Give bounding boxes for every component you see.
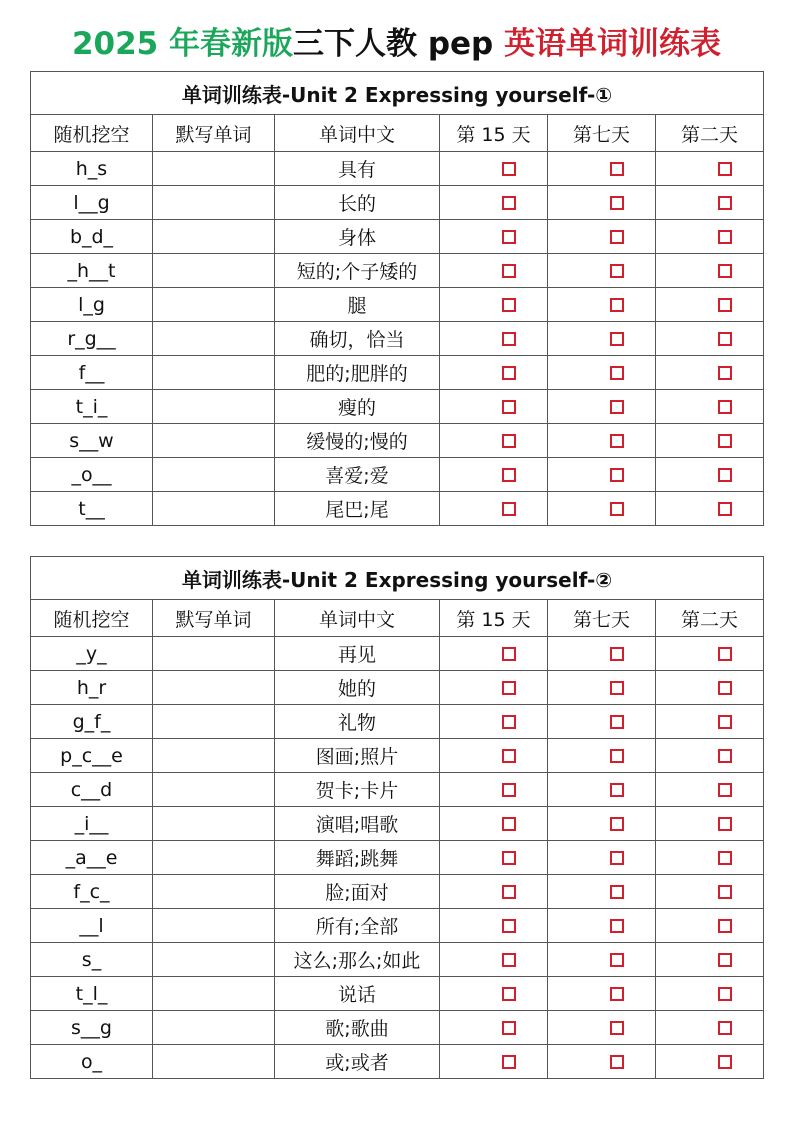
blank-word: t_l_ [31, 977, 153, 1011]
checkbox-day-15[interactable] [502, 400, 516, 414]
checkbox-day-2[interactable] [718, 468, 732, 482]
review-cell-day-15 [440, 322, 548, 356]
blank-word: _o__ [31, 458, 153, 492]
checkbox-day-15[interactable] [502, 298, 516, 312]
review-cell-day-7 [548, 458, 656, 492]
blank-word: f__ [31, 356, 153, 390]
dictation-cell[interactable] [153, 492, 275, 526]
checkbox-day-2[interactable] [718, 400, 732, 414]
checkbox-day-2[interactable] [718, 162, 732, 176]
checkbox-day-7[interactable] [610, 264, 624, 278]
table-row [31, 773, 764, 807]
table-row [31, 424, 764, 458]
header-chinese: 单词中文 [275, 600, 440, 637]
dictation-cell[interactable] [153, 637, 275, 671]
blank-word: _h__t [31, 254, 153, 288]
dictation-cell[interactable] [153, 220, 275, 254]
dictation-cell[interactable] [153, 705, 275, 739]
checkbox-day-7[interactable] [610, 366, 624, 380]
review-cell-day-15 [440, 1011, 548, 1045]
chinese-meaning: 腿 [275, 288, 440, 322]
dictation-cell[interactable] [153, 254, 275, 288]
dictation-cell[interactable] [153, 390, 275, 424]
table-row [31, 875, 764, 909]
chinese-meaning: 说话 [275, 977, 440, 1011]
checkbox-day-7[interactable] [610, 230, 624, 244]
checkbox-day-15[interactable] [502, 953, 516, 967]
checkbox-day-7[interactable] [610, 332, 624, 346]
table-row [31, 254, 764, 288]
review-cell-day-2 [656, 492, 764, 526]
checkbox-day-7[interactable] [610, 298, 624, 312]
review-cell-day-7 [548, 807, 656, 841]
dictation-cell[interactable] [153, 875, 275, 909]
table-row [31, 637, 764, 671]
checkbox-day-7[interactable] [610, 851, 624, 865]
review-cell-day-7 [548, 186, 656, 220]
checkbox-day-7[interactable] [610, 783, 624, 797]
checkbox-day-7[interactable] [610, 885, 624, 899]
table-row [31, 909, 764, 943]
review-cell-day-2 [656, 322, 764, 356]
header-dictation: 默写单词 [153, 115, 275, 152]
checkbox-day-2[interactable] [718, 502, 732, 516]
checkbox-day-15[interactable] [502, 885, 516, 899]
checkbox-day-2[interactable] [718, 647, 732, 661]
blank-word: _a__e [31, 841, 153, 875]
review-cell-day-2 [656, 705, 764, 739]
table-row [31, 322, 764, 356]
table-row [31, 288, 764, 322]
review-cell-day-2 [656, 424, 764, 458]
page-title [0, 22, 793, 66]
review-cell-day-15 [440, 390, 548, 424]
chinese-meaning: 脸;面对 [275, 875, 440, 909]
checkbox-day-15[interactable] [502, 987, 516, 1001]
review-cell-day-15 [440, 356, 548, 390]
table-row [31, 943, 764, 977]
blank-word: h_r [31, 671, 153, 705]
review-cell-day-7 [548, 152, 656, 186]
blank-word: c__d [31, 773, 153, 807]
review-cell-day-7 [548, 322, 656, 356]
review-cell-day-2 [656, 977, 764, 1011]
dictation-cell[interactable] [153, 322, 275, 356]
checkbox-day-7[interactable] [610, 400, 624, 414]
chinese-meaning: 尾巴;尾 [275, 492, 440, 526]
review-cell-day-7 [548, 909, 656, 943]
blank-word: s__w [31, 424, 153, 458]
checkbox-day-15[interactable] [502, 817, 516, 831]
checkbox-day-2[interactable] [718, 987, 732, 1001]
header-day-15: 第 15 天 [440, 600, 548, 637]
dictation-cell[interactable] [153, 356, 275, 390]
word-sheet-2 [30, 556, 764, 1079]
checkbox-day-7[interactable] [610, 681, 624, 695]
dictation-cell[interactable] [153, 424, 275, 458]
checkbox-day-7[interactable] [610, 817, 624, 831]
review-cell-day-2 [656, 773, 764, 807]
table-row [31, 807, 764, 841]
review-cell-day-7 [548, 390, 656, 424]
checkbox-day-15[interactable] [502, 749, 516, 763]
chinese-meaning: 缓慢的;慢的 [275, 424, 440, 458]
checkbox-day-7[interactable] [610, 1021, 624, 1035]
header-chinese: 单词中文 [275, 115, 440, 152]
table-row [31, 390, 764, 424]
table-row [31, 152, 764, 186]
review-cell-day-7 [548, 977, 656, 1011]
review-cell-day-7 [548, 492, 656, 526]
blank-word: p_c__e [31, 739, 153, 773]
header-day-2: 第二天 [656, 600, 764, 637]
blank-word: s_ [31, 943, 153, 977]
checkbox-day-7[interactable] [610, 987, 624, 1001]
checkbox-day-15[interactable] [502, 434, 516, 448]
chinese-meaning: 长的 [275, 186, 440, 220]
review-cell-day-15 [440, 807, 548, 841]
review-cell-day-7 [548, 254, 656, 288]
checkbox-day-7[interactable] [610, 953, 624, 967]
checkbox-day-2[interactable] [718, 817, 732, 831]
review-cell-day-15 [440, 254, 548, 288]
table-row [31, 492, 764, 526]
dictation-cell[interactable] [153, 773, 275, 807]
table-row [31, 186, 764, 220]
review-cell-day-7 [548, 1045, 656, 1079]
checkbox-day-15[interactable] [502, 366, 516, 380]
checkbox-day-15[interactable] [502, 502, 516, 516]
checkbox-day-15[interactable] [502, 647, 516, 661]
chinese-meaning: 歌;歌曲 [275, 1011, 440, 1045]
table-row [31, 220, 764, 254]
dictation-cell[interactable] [153, 909, 275, 943]
header-day-7: 第七天 [548, 115, 656, 152]
dictation-cell[interactable] [153, 458, 275, 492]
title-part-year: 2025 年春新版 [71, 26, 294, 62]
review-cell-day-15 [440, 909, 548, 943]
checkbox-day-2[interactable] [718, 1055, 732, 1069]
chinese-meaning: 确切，恰当 [275, 322, 440, 356]
checkbox-day-2[interactable] [718, 264, 732, 278]
blank-word: f_c_ [31, 875, 153, 909]
review-cell-day-2 [656, 220, 764, 254]
review-cell-day-2 [656, 1011, 764, 1045]
checkbox-day-15[interactable] [502, 196, 516, 210]
review-cell-day-15 [440, 458, 548, 492]
review-cell-day-7 [548, 943, 656, 977]
checkbox-day-7[interactable] [610, 715, 624, 729]
chinese-meaning: 瘦的 [275, 390, 440, 424]
review-cell-day-7 [548, 356, 656, 390]
checkbox-day-15[interactable] [502, 783, 516, 797]
review-cell-day-15 [440, 977, 548, 1011]
review-cell-day-2 [656, 637, 764, 671]
header-day-2: 第二天 [656, 115, 764, 152]
chinese-meaning: 喜爱;爱 [275, 458, 440, 492]
chinese-meaning: 她的 [275, 671, 440, 705]
review-cell-day-7 [548, 875, 656, 909]
chinese-meaning: 短的;个子矮的 [275, 254, 440, 288]
review-cell-day-2 [656, 356, 764, 390]
review-cell-day-15 [440, 773, 548, 807]
checkbox-day-15[interactable] [502, 162, 516, 176]
checkbox-day-15[interactable] [502, 851, 516, 865]
blank-word: b_d_ [31, 220, 153, 254]
dictation-cell[interactable] [153, 1045, 275, 1079]
checkbox-day-2[interactable] [718, 919, 732, 933]
dictation-cell[interactable] [153, 841, 275, 875]
blank-word: l_g [31, 288, 153, 322]
blank-word: _y_ [31, 637, 153, 671]
checkbox-day-7[interactable] [610, 647, 624, 661]
header-day-15: 第 15 天 [440, 115, 548, 152]
dictation-cell[interactable] [153, 186, 275, 220]
checkbox-day-7[interactable] [610, 196, 624, 210]
review-cell-day-15 [440, 424, 548, 458]
table-row [31, 1045, 764, 1079]
checkbox-day-2[interactable] [718, 885, 732, 899]
dictation-cell[interactable] [153, 977, 275, 1011]
checkbox-day-15[interactable] [502, 230, 516, 244]
review-cell-day-7 [548, 288, 656, 322]
review-cell-day-7 [548, 841, 656, 875]
chinese-meaning: 礼物 [275, 705, 440, 739]
review-cell-day-2 [656, 152, 764, 186]
review-cell-day-15 [440, 671, 548, 705]
review-cell-day-15 [440, 492, 548, 526]
review-cell-day-15 [440, 943, 548, 977]
blank-word: l__g [31, 186, 153, 220]
blank-word: t_i_ [31, 390, 153, 424]
review-cell-day-15 [440, 739, 548, 773]
review-cell-day-2 [656, 1045, 764, 1079]
chinese-meaning: 所有;全部 [275, 909, 440, 943]
review-cell-day-2 [656, 390, 764, 424]
checkbox-day-2[interactable] [718, 851, 732, 865]
chinese-meaning: 具有 [275, 152, 440, 186]
checkbox-day-2[interactable] [718, 230, 732, 244]
review-cell-day-15 [440, 841, 548, 875]
checkbox-day-7[interactable] [610, 162, 624, 176]
review-cell-day-15 [440, 220, 548, 254]
checkbox-day-2[interactable] [718, 434, 732, 448]
review-cell-day-15 [440, 288, 548, 322]
header-dictation: 默写单词 [153, 600, 275, 637]
chinese-meaning: 贺卡;卡片 [275, 773, 440, 807]
checkbox-day-2[interactable] [718, 1021, 732, 1035]
checkbox-day-7[interactable] [610, 468, 624, 482]
chinese-meaning: 这么;那么;如此 [275, 943, 440, 977]
blank-word: _i__ [31, 807, 153, 841]
review-cell-day-2 [656, 841, 764, 875]
review-cell-day-2 [656, 943, 764, 977]
checkbox-day-15[interactable] [502, 332, 516, 346]
header-blank: 随机挖空 [31, 600, 153, 637]
checkbox-day-7[interactable] [610, 749, 624, 763]
review-cell-day-7 [548, 637, 656, 671]
chinese-meaning: 身体 [275, 220, 440, 254]
chinese-meaning: 或;或者 [275, 1045, 440, 1079]
review-cell-day-15 [440, 637, 548, 671]
table-row [31, 739, 764, 773]
review-cell-day-15 [440, 152, 548, 186]
chinese-meaning: 肥的;肥胖的 [275, 356, 440, 390]
review-cell-day-2 [656, 254, 764, 288]
review-cell-day-7 [548, 671, 656, 705]
review-cell-day-2 [656, 739, 764, 773]
chinese-meaning: 图画;照片 [275, 739, 440, 773]
dictation-cell[interactable] [153, 152, 275, 186]
blank-word: s__g [31, 1011, 153, 1045]
blank-word: t__ [31, 492, 153, 526]
table-row [31, 671, 764, 705]
checkbox-day-2[interactable] [718, 953, 732, 967]
chinese-meaning: 再见 [275, 637, 440, 671]
review-cell-day-2 [656, 186, 764, 220]
blank-word: r_g__ [31, 322, 153, 356]
header-blank: 随机挖空 [31, 115, 153, 152]
dictation-cell[interactable] [153, 943, 275, 977]
review-cell-day-7 [548, 424, 656, 458]
checkbox-day-15[interactable] [502, 264, 516, 278]
checkbox-day-2[interactable] [718, 366, 732, 380]
sheet-caption: 单词训练表-Unit 2 Expressing yourself-① [31, 72, 764, 115]
title-part-edition: 三下人教 pep [293, 26, 505, 62]
table-row [31, 705, 764, 739]
checkbox-day-7[interactable] [610, 1055, 624, 1069]
review-cell-day-7 [548, 220, 656, 254]
dictation-cell[interactable] [153, 807, 275, 841]
checkbox-day-2[interactable] [718, 783, 732, 797]
checkbox-day-7[interactable] [610, 434, 624, 448]
checkbox-day-7[interactable] [610, 502, 624, 516]
dictation-cell[interactable] [153, 671, 275, 705]
checkbox-day-2[interactable] [718, 196, 732, 210]
blank-word: __l [31, 909, 153, 943]
review-cell-day-2 [656, 458, 764, 492]
table-row [31, 356, 764, 390]
table-row [31, 458, 764, 492]
checkbox-day-2[interactable] [718, 681, 732, 695]
review-cell-day-15 [440, 705, 548, 739]
review-cell-day-2 [656, 875, 764, 909]
review-cell-day-7 [548, 773, 656, 807]
blank-word: g_f_ [31, 705, 153, 739]
review-cell-day-2 [656, 671, 764, 705]
checkbox-day-15[interactable] [502, 681, 516, 695]
table-row [31, 1011, 764, 1045]
dictation-cell[interactable] [153, 288, 275, 322]
checkbox-day-15[interactable] [502, 1021, 516, 1035]
chinese-meaning: 演唱;唱歌 [275, 807, 440, 841]
dictation-cell[interactable] [153, 739, 275, 773]
review-cell-day-2 [656, 807, 764, 841]
table-row [31, 977, 764, 1011]
review-cell-day-2 [656, 288, 764, 322]
review-cell-day-15 [440, 186, 548, 220]
header-day-7: 第七天 [548, 600, 656, 637]
review-cell-day-7 [548, 1011, 656, 1045]
checkbox-day-15[interactable] [502, 715, 516, 729]
checkbox-day-2[interactable] [718, 749, 732, 763]
review-cell-day-15 [440, 875, 548, 909]
checkbox-day-15[interactable] [502, 468, 516, 482]
checkbox-day-7[interactable] [610, 919, 624, 933]
review-cell-day-2 [656, 909, 764, 943]
review-cell-day-7 [548, 705, 656, 739]
checkbox-day-15[interactable] [502, 919, 516, 933]
checkbox-day-2[interactable] [718, 332, 732, 346]
sheet-caption: 单词训练表-Unit 2 Expressing yourself-② [31, 557, 764, 600]
review-cell-day-7 [548, 739, 656, 773]
review-cell-day-15 [440, 1045, 548, 1079]
blank-word: o_ [31, 1045, 153, 1079]
dictation-cell[interactable] [153, 1011, 275, 1045]
checkbox-day-2[interactable] [718, 298, 732, 312]
chinese-meaning: 舞蹈;跳舞 [275, 841, 440, 875]
table-row [31, 841, 764, 875]
word-sheet-1 [30, 71, 764, 526]
checkbox-day-2[interactable] [718, 715, 732, 729]
blank-word: h_s [31, 152, 153, 186]
title-part-subject: 英语单词训练表 [504, 26, 722, 62]
checkbox-day-15[interactable] [502, 1055, 516, 1069]
